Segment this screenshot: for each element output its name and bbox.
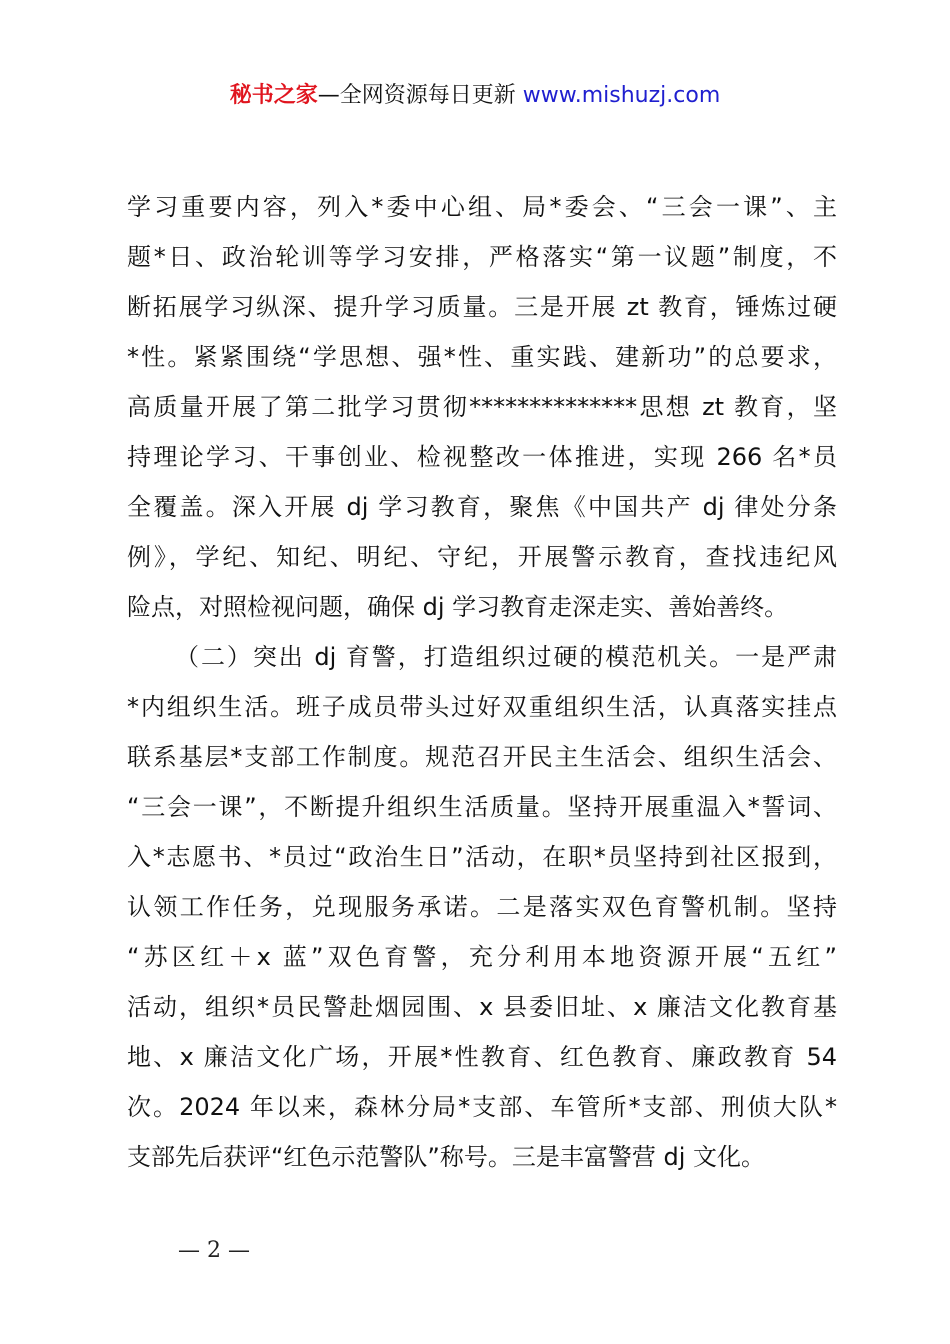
body-line: 入*志愿书、*员过“政治生日”活动，在职*员坚持到社区报到，	[127, 843, 837, 871]
header-tagline: —全网资源每日更新	[317, 83, 516, 108]
body-line: 持理论学习、干事创业、检视整改一体推进，实现 266 名*员	[127, 443, 837, 471]
page-header	[0, 80, 950, 112]
body-line: 联系基层*支部工作制度。规范召开民主生活会、组织生活会、	[127, 743, 837, 771]
body-line: 学习重要内容，列入*委中心组、局*委会、“三会一课”、主	[127, 193, 837, 221]
page-number: — 2 —	[178, 1238, 250, 1263]
section-heading-line: （二）突出 dj 育警，打造组织过硬的模范机关。一是严肃	[175, 643, 837, 671]
body-line: “苏区红＋x 蓝”双色育警，充分利用本地资源开展“五红”	[127, 943, 837, 971]
body-line: 支部先后获评“红色示范警队”称号。三是丰富警营 dj 文化。	[127, 1143, 766, 1171]
body-line: 高质量开展了第二批学习贯彻**************思想 zt 教育，坚	[127, 393, 837, 421]
body-line: *性。紧紧围绕“学思想、强*性、重实践、建新功”的总要求，	[127, 343, 837, 371]
body-line: 险点，对照检视问题，确保 dj 学习教育走深走实、善始善终。	[127, 593, 789, 621]
body-line: 认领工作任务，兑现服务承诺。二是落实双色育警机制。坚持	[127, 893, 837, 921]
body-line: 次。2024 年以来，森林分局*支部、车管所*支部、刑侦大队*	[127, 1093, 837, 1121]
body-line: *内组织生活。班子成员带头过好双重组织生活，认真落实挂点	[127, 693, 837, 721]
website-link[interactable]: www.mishuzj.com	[515, 83, 721, 108]
brand-name: 秘书之家	[229, 83, 318, 108]
body-line: 地、x 廉洁文化广场，开展*性教育、红色教育、廉政教育 54	[127, 1043, 837, 1071]
body-line: 断拓展学习纵深、提升学习质量。三是开展 zt 教育，锤炼过硬	[127, 293, 837, 321]
body-line: 题*日、政治轮训等学习安排，严格落实“第一议题”制度，不	[127, 243, 837, 271]
body-line: 例》，学纪、知纪、明纪、守纪，开展警示教育，查找违纪风	[127, 543, 837, 571]
body-line: 活动，组织*员民警赴烟园围、x 县委旧址、x 廉洁文化教育基	[127, 993, 837, 1021]
body-line: 全覆盖。深入开展 dj 学习教育，聚焦《中国共产 dj 律处分条	[127, 493, 837, 521]
body-line: “三会一课”，不断提升组织生活质量。坚持开展重温入*誓词、	[127, 793, 837, 821]
document-body	[127, 182, 837, 1182]
